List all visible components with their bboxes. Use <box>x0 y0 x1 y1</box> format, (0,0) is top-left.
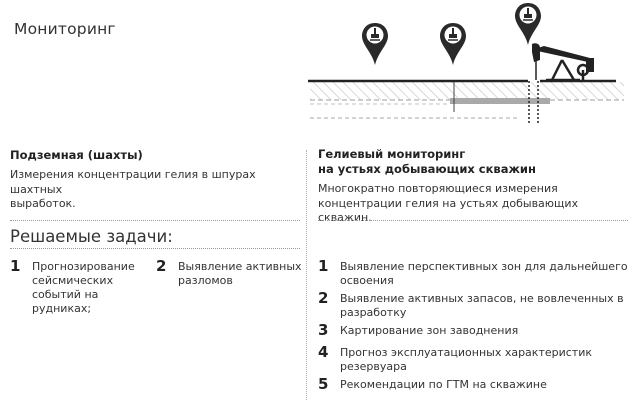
task-number: 4 <box>318 343 329 361</box>
right-section-description <box>318 182 630 226</box>
location-pin-icon <box>440 23 466 65</box>
left-section-description <box>10 168 300 212</box>
left-task-item <box>10 259 150 316</box>
task-text <box>340 291 624 320</box>
task-number: 1 <box>10 257 21 275</box>
task-line: разломов <box>178 274 233 287</box>
task-line: резервуара <box>340 360 407 373</box>
right-description-line: Многократно повторяющиеся измерения <box>318 182 558 195</box>
task-number: 1 <box>318 257 329 275</box>
task-number: 3 <box>318 321 329 339</box>
monitoring-illustration <box>300 0 636 125</box>
left-description-line: выработок. <box>10 197 76 210</box>
right-task-item <box>318 377 630 392</box>
task-line: Рекомендации по ГТМ на скважине <box>340 378 547 391</box>
task-line: освоения <box>340 274 394 287</box>
task-line: Выявление перспективных зон для дальнейшего <box>340 260 628 273</box>
task-line: Прогнозирование <box>32 260 135 273</box>
task-line: Выявление активных запасов, не вовлеченных в <box>340 292 624 305</box>
location-pin-icon <box>515 3 541 45</box>
oil-pump-jack-icon <box>532 43 594 80</box>
task-text <box>340 345 592 374</box>
right-task-item <box>318 259 630 288</box>
task-line: Прогноз эксплуатационных характеристик <box>340 346 592 359</box>
left-description-line: Измерения концентрации гелия в шпурах шахтных <box>10 168 256 196</box>
gray-layer <box>450 98 550 104</box>
right-title-line: Гелиевый мониторинг <box>318 147 466 161</box>
task-line: событий на рудниках; <box>32 288 99 315</box>
right-task-item <box>318 345 630 374</box>
task-number: 2 <box>318 289 329 307</box>
tasks-heading-divider <box>10 248 300 249</box>
task-number: 2 <box>156 257 167 275</box>
task-line: разработку <box>340 306 407 319</box>
task-text <box>340 323 518 338</box>
right-task-item <box>318 323 630 338</box>
task-line: Картирование зон заводнения <box>340 324 519 337</box>
right-title-line: на устьях добывающих скважин <box>318 162 536 176</box>
task-text <box>340 259 628 288</box>
task-text <box>32 259 150 316</box>
right-task-item <box>318 291 630 320</box>
left-task-item <box>156 259 304 288</box>
soil-layer <box>310 82 624 100</box>
location-pin-icon <box>362 23 388 65</box>
column-separator <box>306 150 307 400</box>
task-line: сейсмических <box>32 274 114 287</box>
task-text <box>340 377 547 392</box>
left-section-title: Подземная (шахты) <box>10 148 143 162</box>
right-description-line: концентрации гелия на устьях добывающих скважин. <box>318 196 579 224</box>
tasks-heading: Решаемые задачи: <box>10 227 173 246</box>
left-divider <box>10 220 300 221</box>
task-text <box>178 259 302 288</box>
task-number: 5 <box>318 375 329 393</box>
task-line: Выявление активных <box>178 260 302 273</box>
right-divider <box>318 220 628 221</box>
page-title: Мониторинг <box>14 20 116 38</box>
right-section-title <box>318 147 536 177</box>
